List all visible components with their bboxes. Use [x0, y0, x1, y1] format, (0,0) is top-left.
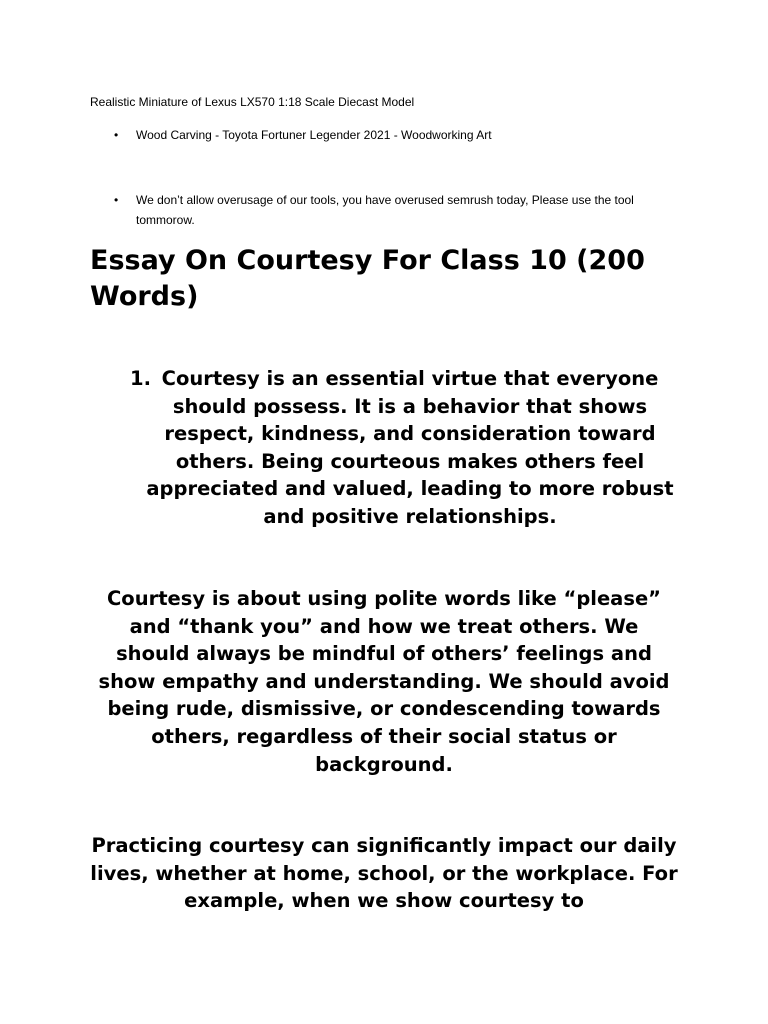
related-link-lexus[interactable]: Realistic Miniature of Lexus LX570 1:18 Scale Diecast Model	[90, 95, 415, 109]
usage-notice: We don’t allow overusage of our tools, you have overused semrush today, Please use the tool tommorow.	[136, 193, 634, 227]
numbered-list	[130, 365, 690, 531]
list-item	[130, 365, 690, 531]
related-link-wood-carving[interactable]: Wood Carving - Toyota Fortuner Legender 2021 - Woodworking Art	[136, 128, 492, 142]
bullet-icon: •	[114, 193, 119, 207]
paragraph-daily-lives: Practicing courtesy can significantly impact our daily lives, whether at home, school, or the workplace. For example, when we show courtesy to	[90, 834, 678, 913]
list-item-text: Courtesy is an essential virtue that everyone should possess. It is a behavior that shows respect, kindness, and consideration toward others. Being courteous makes others feel appreciated and valued, leading to more robust and positive relationships.	[146, 367, 674, 528]
related-links-list	[90, 125, 690, 145]
notice-list	[90, 190, 690, 230]
paragraph-polite-words: Courtesy is about using polite words like “please” and “thank you” and how we treat others. We should always be mindful of others’ feelings and show empathy and understanding. We should avoid being rude, dismissive, or condescending towards others, regardless of their social status or background.	[98, 587, 670, 776]
list-number: 1.	[130, 367, 151, 390]
bullet-icon: •	[114, 128, 119, 142]
list-item	[90, 190, 690, 230]
page-title: Essay On Courtesy For Class 10 (200 Words)	[90, 245, 645, 312]
list-item	[90, 125, 690, 145]
